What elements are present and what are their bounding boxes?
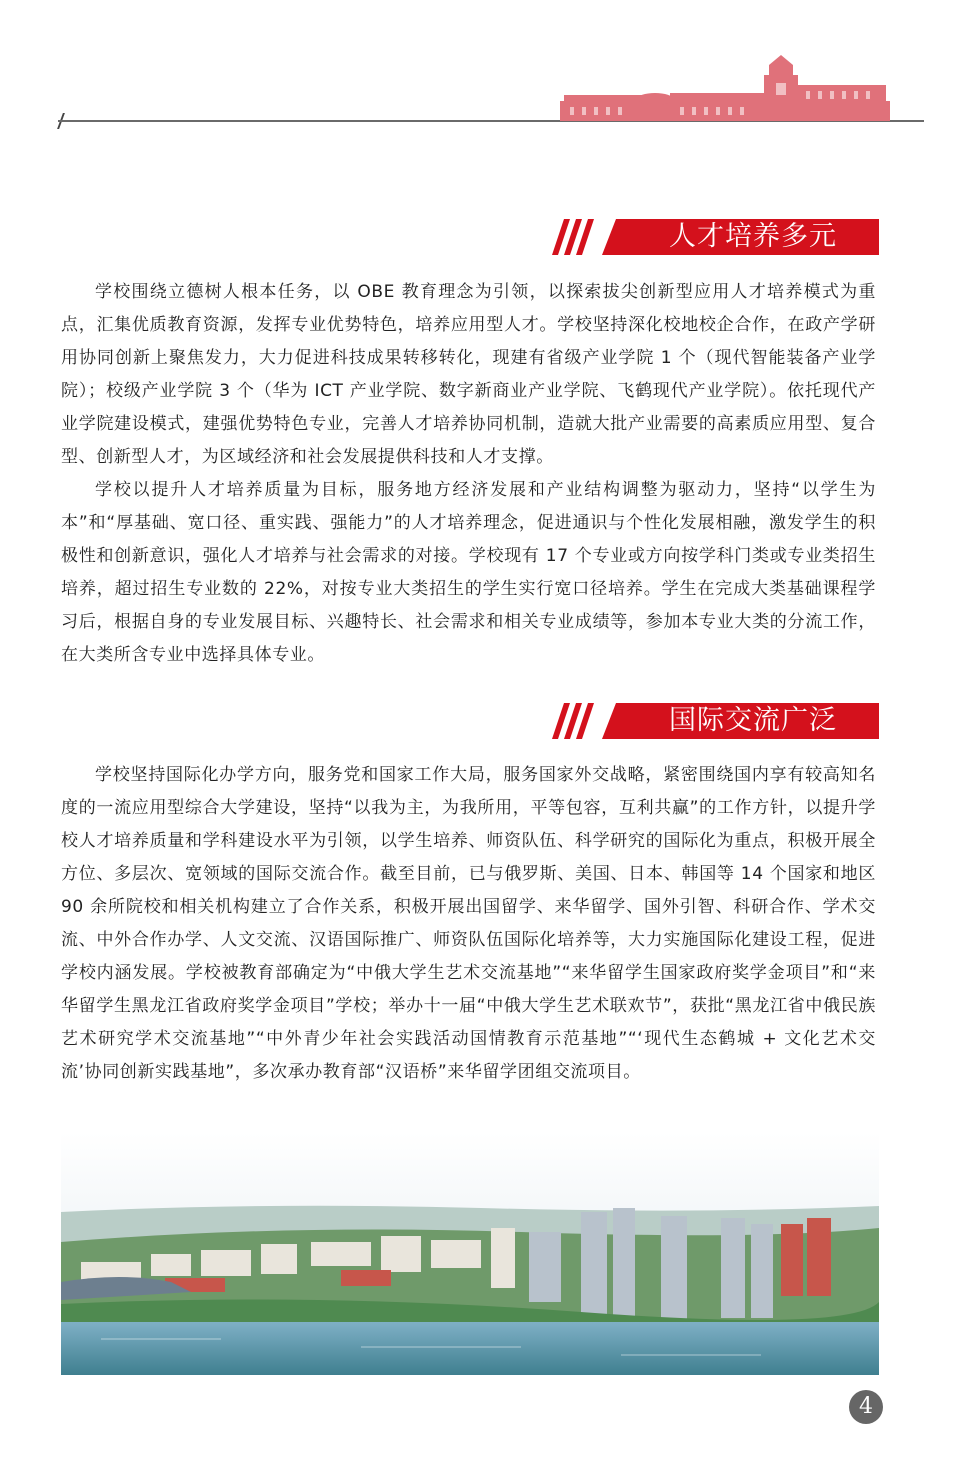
campus-panorama-photo: [61, 1132, 879, 1375]
section-title: 国际交流广泛: [669, 705, 837, 736]
section-banner-talent-training: [552, 219, 879, 255]
section-banner-international-exchange: [552, 703, 879, 739]
paragraph: 学校围绕立德树人根本任务，以 OBE 教育理念为引领，以探索拔尖创新型应用人才培养模式为重点，汇集优质教育资源，发挥专业优势特色，培养应用型人才。学校坚持深化校地校企合作，在政产学研用协同创新上聚焦发力，大力促进科技成果转移转化，现建有省级产业学院 1 个（现代智能装备产业学院）；校级产业学院 3 个（华为 ICT 产业学院、数字新商业产业学院、飞鹤现代产业学院）。依托现代产业学院建设模式，建强优势特色专业，完善人才培养协同机制，造就大批产业需要的高素质应用型、复合型、创新型人才，为区域经济和社会发展提供科技和人才支撑。: [61, 282, 876, 467]
page-number-badge: 4: [849, 1390, 883, 1424]
campus-building-silhouette-icon: [560, 55, 890, 125]
section-title: 人才培养多元: [669, 221, 837, 252]
stripes-icon: [552, 703, 608, 739]
stripes-icon: [552, 219, 608, 255]
paragraph: 学校坚持国际化办学方向，服务党和国家工作大局，服务国家外交战略，紧密围绕国内享有较高知名度的一流应用型综合大学建设，坚持“以我为主，为我所用，平等包容，互利共赢”的工作方针，以提升学校人才培养质量和学科建设水平为引领，以学生培养、师资队伍、科学研究的国际化为重点，积极开展全方位、多层次、宽领域的国际交流合作。截至目前，已与俄罗斯、美国、日本、韩国等 14 个国家和地区 90 余所院校和相关机构建立了合作关系，积极开展出国留学、来华留学、国外引智、科研合作、学术交流、中外合作办学、人文交流、汉语国际推广、师资队伍国际化培养等，大力实施国际化建设工程，促进学校内涵发展。学校被教育部确定为“中俄大学生艺术交流基地”“来华留学生国家政府奖学金项目”和“来华留学生黑龙江省政府奖学金项目”学校；举办十一届“中俄大学生艺术联欢节”，获批“黑龙江省中俄民族艺术研究学术交流基地”“中外青少年社会实践活动国情教育示范基地”“‘现代生态鹤城 + 文化艺术交流’协同创新实践基地”，多次承办教育部“汉语桥”来华留学团组交流项目。: [61, 765, 876, 1082]
paragraph: 学校以提升人才培养质量为目标，服务地方经济发展和产业结构调整为驱动力，坚持“以学生为本”和“厚基础、宽口径、重实践、强能力”的人才培养理念，促进通识与个性化发展相融，激发学生的积极性和创新意识，强化人才培养与社会需求的对接。学校现有 17 个专业或方向按学科门类或专业类招生培养，超过招生专业数的 22%，对按专业大类招生的学生实行宽口径培养。学生在完成大类基础课程学习后，根据自身的专业发展目标、兴趣特长、社会需求和相关专业成绩等，参加本专业大类的分流工作，在大类所含专业中选择具体专业。: [61, 480, 876, 665]
